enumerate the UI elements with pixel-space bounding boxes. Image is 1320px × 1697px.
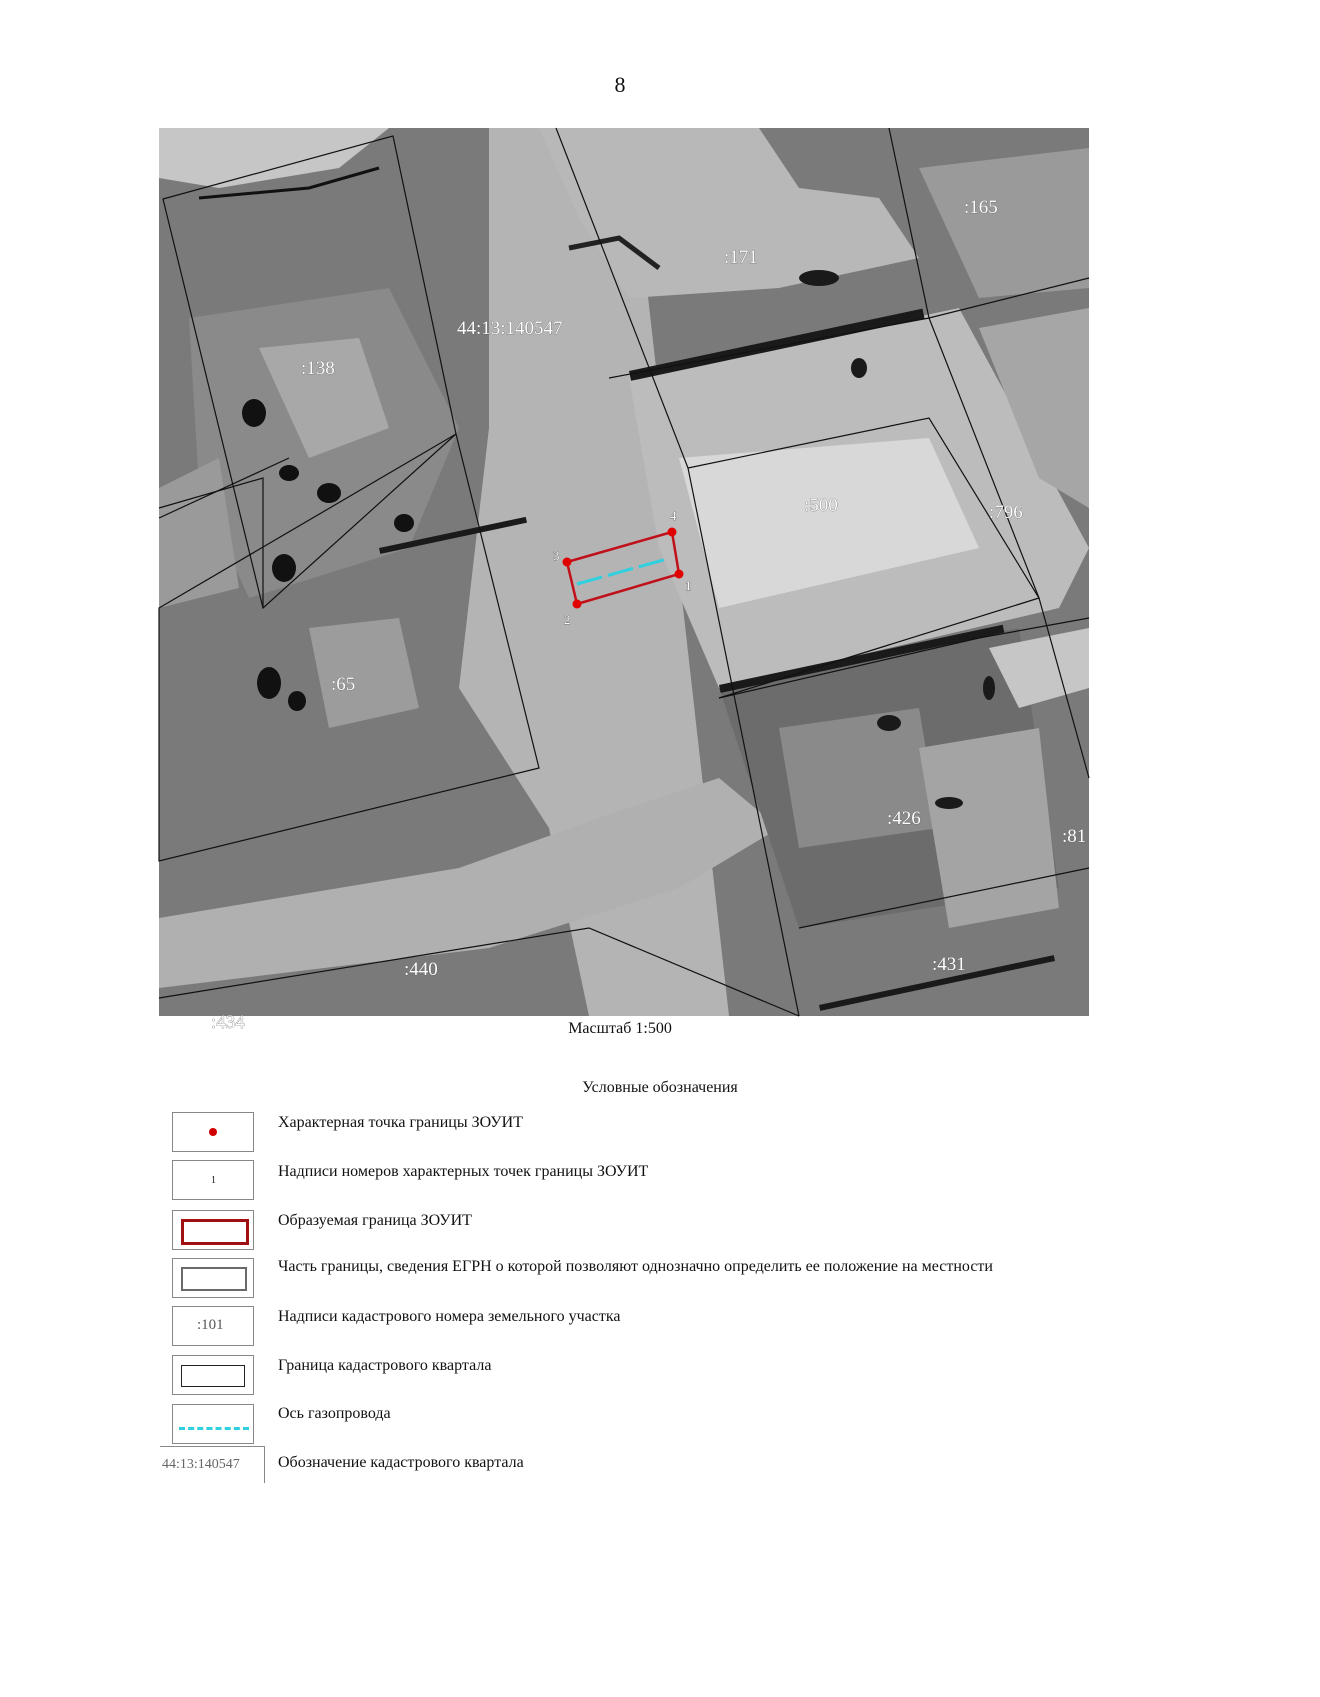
parcel-label-81: :81 [1062,826,1087,847]
point-label-2: 2 [564,612,571,627]
parcel-label-434: :434 [211,1012,245,1033]
legend-symbol-point-number [172,1160,254,1200]
parcel-label-426: :426 [887,808,921,829]
parcel-label-171: :171 [724,247,758,268]
boundary-point-4[interactable] [668,528,677,537]
point-label-4: 4 [670,508,677,523]
legend-label-quarter-boundary: Граница кадастрового квартала [278,1357,492,1374]
legend-label-point-number: Надписи номеров характерных точек границы ЗОУИТ [278,1163,649,1180]
legend-label-quarter: Обозначение кадастрового квартала [278,1454,524,1471]
quarter-label: 44:13:140547 [457,318,563,339]
boundary-point-1[interactable] [675,570,684,579]
thin-rectangle-icon [181,1365,245,1387]
legend-label-zouit-boundary: Образуемая граница ЗОУИТ [278,1212,472,1229]
legend-label-point: Характерная точка границы ЗОУИТ [278,1114,523,1131]
legend-title: Условные обозначения [582,1079,738,1096]
parcel-label-138: :138 [301,358,335,379]
parcel-label-796: :796 [989,502,1023,523]
parcel-label-440: :440 [404,959,438,980]
legend-label-parcel-number: Надписи кадастрового номера земельного участка [278,1308,621,1325]
legend-symbol-gas-axis [172,1404,254,1444]
legend-symbol-zouit-boundary [172,1210,254,1250]
legend-symbol-quarter-boundary [172,1355,254,1395]
gray-rectangle-icon [181,1267,247,1291]
dashed-cyan-line-icon [179,1427,249,1430]
point-label-3: 3 [553,548,560,563]
parcel-label-431: :431 [932,954,966,975]
red-rectangle-icon [181,1219,249,1245]
legend-label-egrn-boundary: Часть границы, сведения ЕГРН о которой позволяют однозначно определить ее положение на местности [278,1258,993,1275]
parcel-label-165: :165 [964,197,998,218]
parcel-label-65: :65 [331,674,356,695]
legend-symbol-parcel-number [172,1306,254,1346]
legend-symbol-quarter-label [160,1446,265,1483]
quarter-label-icon: 44:13:140547 [162,1457,240,1472]
page-number: 8 [614,72,626,97]
boundary-point-3[interactable] [563,558,572,567]
point-label-1: 1 [685,578,692,593]
boundary-point-2[interactable] [573,600,582,609]
legend-label-gas-axis: Ось газопровода [278,1405,391,1422]
parcel-number-icon: :101 [197,1317,224,1333]
legend-symbol-red-point [172,1112,254,1152]
parcel-label-500: :500 [804,495,838,516]
legend-symbol-egrn-boundary [172,1258,254,1298]
scale-text: Масштаб 1:500 [568,1020,672,1037]
red-point-icon [209,1128,217,1136]
point-number-icon: 1 [211,1175,216,1186]
